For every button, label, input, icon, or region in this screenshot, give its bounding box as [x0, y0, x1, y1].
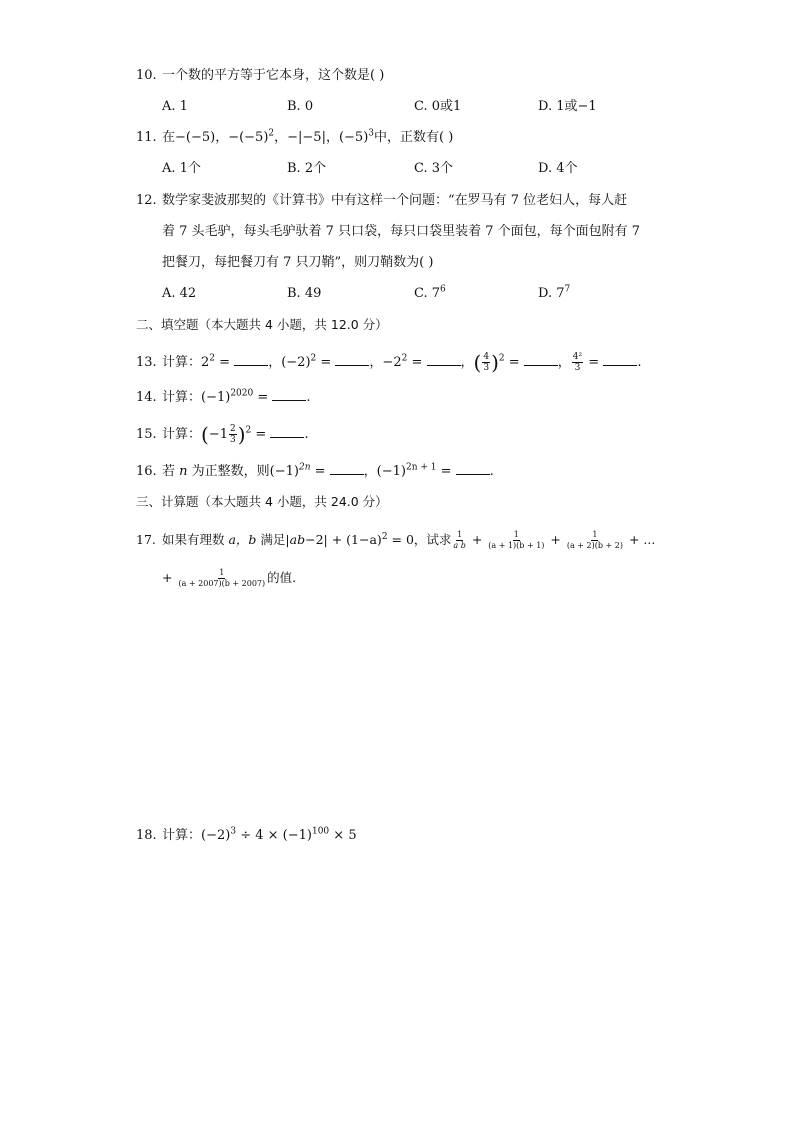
option-c [414, 284, 446, 304]
question-label: 计算： [162, 828, 202, 843]
equals-sign: = [253, 390, 273, 405]
question-text: ，−|−5|，(−5) [274, 130, 369, 145]
question-text: 着 7 头毛驴，每头毛驴驮着 7 只口袋，每只口袋里装着 7 个面包，每个面包附有 7 [162, 224, 641, 239]
question-number: 14. [136, 390, 157, 405]
numerator: 4² [572, 352, 583, 362]
option-b: B. 49 [287, 286, 322, 301]
question-text: 的值. [267, 570, 297, 585]
fraction [566, 530, 624, 551]
superscript: 100 [311, 826, 330, 837]
equals-sign: = [251, 427, 271, 442]
question-11 [136, 128, 453, 148]
question-11-options [162, 159, 682, 179]
question-text: 在−(−5)，−(−5) [162, 130, 269, 145]
denominator: 3 [483, 363, 490, 373]
expression: ，(−1) [363, 464, 406, 479]
question-10-options [162, 97, 682, 117]
question-text: 中，正数有( ) [374, 130, 454, 145]
question-number: 17. [136, 532, 156, 547]
question-17-line-1: 17. 如果有理数 a，b 满足$|ab-2| + (1-a)^2 = 0$，试求 $\frac{1}{\text{a b}}$ + $\frac{1}{(a + 1)(b + 1)}$ + $\frac{1}{(a + 2)(b + 2)}$ + ... [136, 530, 656, 550]
variables: a，b [228, 532, 257, 547]
numerator: 1 [592, 530, 598, 539]
numerator: 2 [230, 424, 236, 434]
expression: ÷ 4 × (−1) [236, 828, 312, 843]
fraction [452, 530, 466, 551]
answer-blank[interactable] [603, 353, 637, 366]
question-14 [136, 388, 311, 408]
question-17-line-2 [162, 568, 296, 589]
numerator: 1 [457, 530, 463, 539]
period: . [637, 355, 642, 370]
question-18 [136, 826, 357, 846]
superscript: 2 [498, 353, 505, 364]
superscript: 2 [401, 353, 408, 364]
expression: −2| + (1−a) [305, 532, 382, 547]
answer-blank[interactable] [524, 353, 558, 366]
question-12-line-1 [136, 191, 627, 211]
option-a: A. 42 [162, 286, 197, 301]
ellipsis: + ... [624, 532, 656, 547]
period: . [306, 390, 311, 405]
fraction [177, 568, 266, 589]
superscript: 2n [298, 462, 311, 473]
equals-sign: = [584, 355, 604, 370]
numerator: 1 [219, 568, 225, 577]
option-d: D. 1或−1 [538, 99, 597, 114]
question-text: 若 [162, 464, 180, 479]
superscript: 2 [209, 353, 216, 364]
equals-sign: = [504, 355, 524, 370]
equals-sign: = [310, 464, 330, 479]
denominator: (a + 2)(b + 2) [566, 541, 623, 550]
expression: (−2) [201, 828, 231, 843]
fraction [482, 352, 490, 373]
superscript: 7 [564, 284, 571, 295]
variable: n [179, 464, 188, 479]
question-label: 计算： [162, 390, 202, 405]
option-d [538, 284, 570, 304]
question-12-line-3 [162, 253, 433, 273]
superscript: 2 [381, 531, 388, 542]
expression: (−1) [201, 390, 231, 405]
superscript: 2020 [230, 388, 254, 399]
question-label: 计算： [162, 427, 202, 442]
fraction [229, 424, 237, 445]
denominator: a b [453, 541, 466, 550]
question-number: 10. [136, 68, 157, 83]
denominator: (a + 2007)(b + 2007) [178, 579, 266, 588]
equals-sign: = [215, 355, 235, 370]
question-text: 满足| [256, 532, 290, 547]
period: . [304, 427, 309, 442]
question-12-line-2 [162, 222, 640, 242]
separator: ， [460, 355, 474, 370]
option-c-text: C. 7 [414, 286, 441, 301]
denominator: 3 [574, 363, 581, 373]
question-number: 11. [136, 130, 157, 145]
question-13 [136, 352, 641, 373]
section-heading-calculation: 三、计算题（本大题共 4 小题，共 24.0 分） [136, 494, 388, 509]
answer-blank[interactable] [335, 353, 369, 366]
separator: ， [557, 355, 571, 370]
superscript: 2 [268, 128, 275, 139]
fraction [487, 530, 545, 551]
right-paren: ) [491, 350, 499, 375]
option-c: C. 0或1 [414, 99, 462, 114]
question-text: 如果有理数 [162, 532, 229, 547]
question-number: 16. [136, 464, 157, 479]
option-a: A. 1个 [162, 161, 201, 176]
question-text: 为正整数，则(−1) [187, 464, 299, 479]
section-heading-fill-blank: 二、填空题（本大题共 4 小题，共 12.0 分） [136, 317, 388, 332]
expression: ，(−2) [268, 355, 311, 370]
variable: ab [289, 532, 306, 547]
superscript: 2n + 1 [405, 462, 437, 473]
equals-sign: = [407, 355, 427, 370]
question-10 [136, 66, 384, 86]
option-a: A. 1 [162, 99, 188, 114]
answer-blank[interactable] [272, 388, 306, 401]
answer-blank[interactable] [234, 353, 268, 366]
numerator: 1 [513, 530, 519, 539]
left-paren: ( [473, 350, 482, 375]
answer-blank[interactable] [427, 353, 461, 366]
superscript: 2 [245, 425, 252, 436]
plus-sign: + [162, 570, 173, 585]
question-number: 15. [136, 427, 157, 442]
option-c: C. 3个 [414, 161, 454, 176]
equals-sign: = [316, 355, 336, 370]
question-number: 13. [136, 355, 157, 370]
option-d-text: D. 7 [538, 286, 565, 301]
expression: 2 [201, 355, 210, 370]
question-15 [136, 424, 309, 445]
question-text: = 0，试求 [387, 532, 452, 547]
superscript: 2 [310, 353, 317, 364]
answer-blank[interactable] [330, 462, 364, 475]
question-12-options [162, 284, 682, 304]
question-text: 数学家斐波那契的《计算书》中有这样一个问题：“在罗马有 7 位老妇人，每人赶 [162, 193, 628, 208]
answer-blank[interactable] [270, 425, 304, 438]
left-paren: ( [201, 422, 209, 447]
option-d: D. 4个 [538, 161, 578, 176]
answer-blank[interactable] [456, 462, 490, 475]
period: . [489, 464, 494, 479]
equals-sign: = [436, 464, 456, 479]
superscript: 3 [368, 128, 374, 139]
question-label: 计算： [162, 355, 202, 370]
question-number: 12. [136, 193, 157, 208]
fraction [572, 352, 583, 373]
question-text: 一个数的平方等于它本身，这个数是( ) [162, 68, 385, 83]
question-text: 把餐刀，每把餐刀有 7 只刀鞘”，则刀鞘数为( ) [162, 255, 434, 270]
superscript: 6 [440, 284, 446, 295]
option-b: B. 2个 [287, 161, 327, 176]
right-paren: ) [237, 422, 246, 447]
denominator: (a + 1)(b + 1) [488, 541, 545, 550]
numerator: 4 [483, 352, 490, 362]
superscript: 3 [230, 826, 237, 837]
option-b: B. 0 [287, 99, 314, 114]
expression: ，−2 [369, 355, 402, 370]
expression: −1 [208, 427, 228, 442]
question-16 [136, 462, 494, 482]
expression: × 5 [329, 828, 357, 843]
question-number: 18. [136, 828, 157, 843]
denominator: 3 [230, 435, 236, 445]
